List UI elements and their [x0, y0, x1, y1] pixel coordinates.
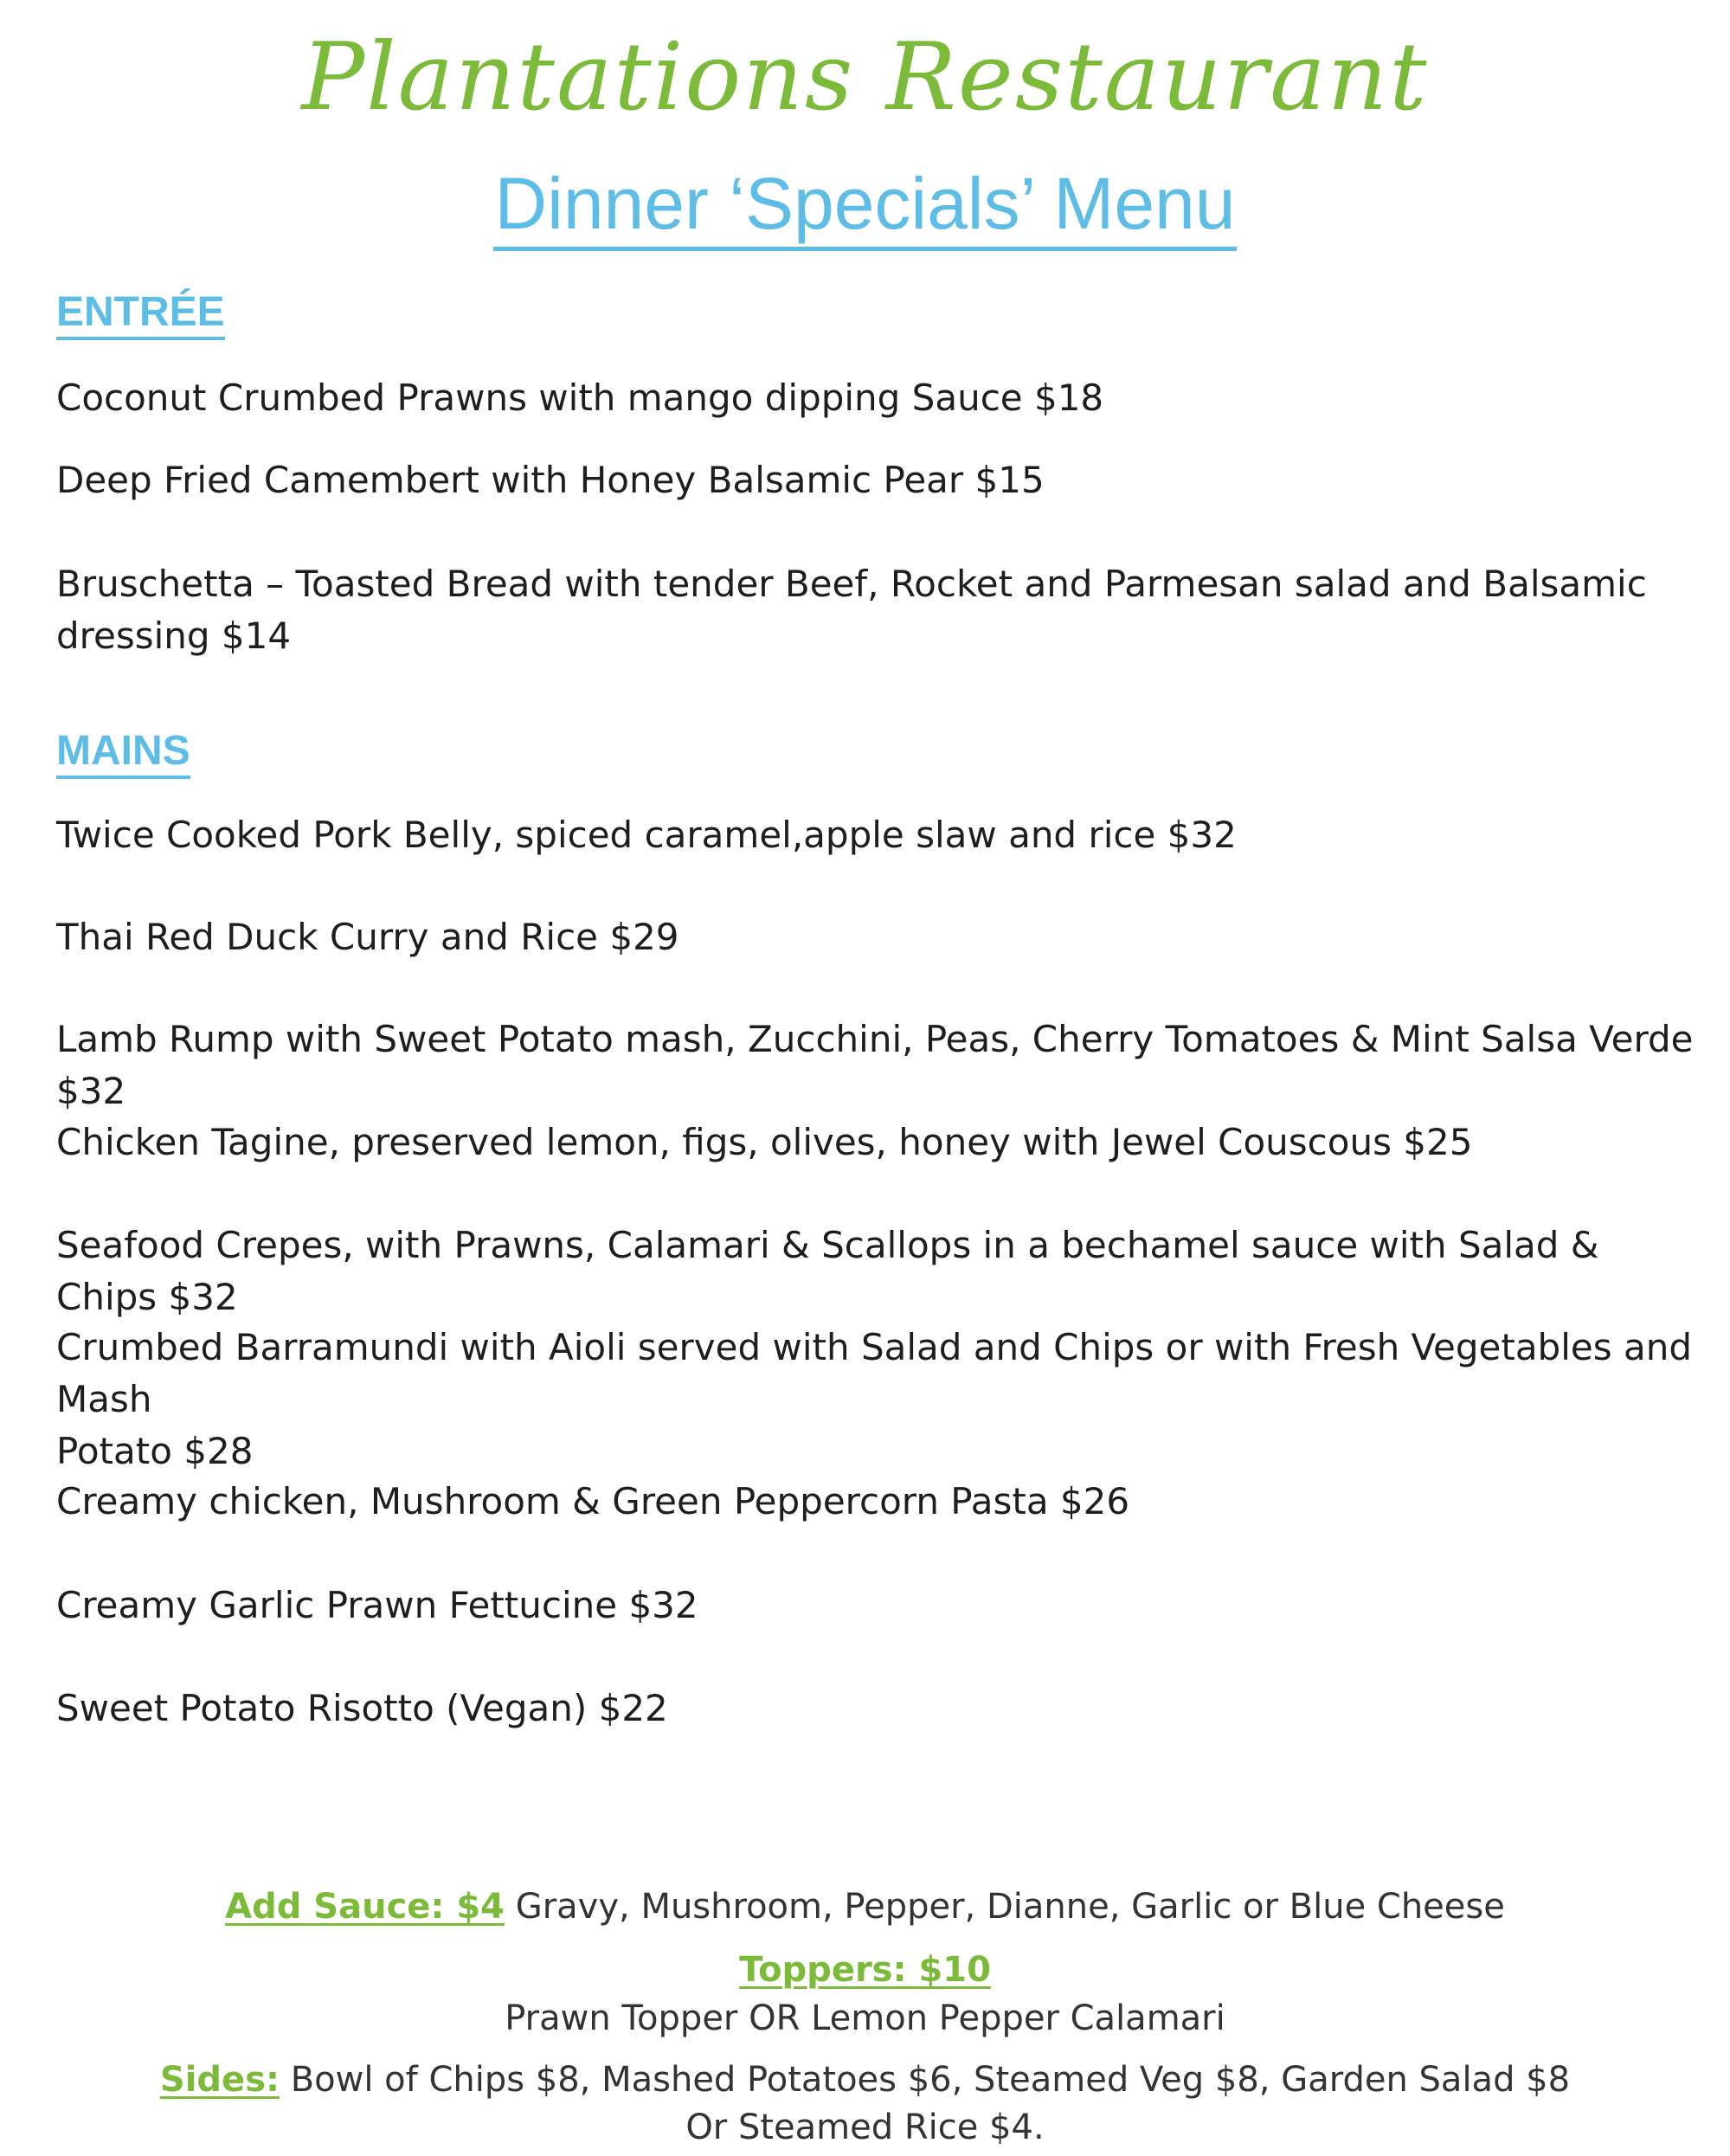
- toppers-label: Toppers: $10: [739, 1950, 991, 1990]
- main-item: Sweet Potato Risotto (Vegan) $22: [56, 1687, 668, 1729]
- toppers-heading-line: [0, 1946, 1730, 1994]
- main-item: Seafood Crepes, with Prawns, Calamari & Scallops in a bechamel sauce with Salad & Chips $32: [56, 1224, 1599, 1318]
- sides-options-continued: Or Steamed Rice $4.: [685, 2108, 1045, 2147]
- sides-line: [0, 2056, 1730, 2104]
- main-item: Lamb Rump with Sweet Potato mash, Zucchini, Peas, Cherry Tomatoes & Mint Salsa Verde $32: [56, 1018, 1694, 1112]
- restaurant-name: Plantations Restaurant: [301, 23, 1429, 132]
- add-sauce-line: [0, 1882, 1730, 1931]
- main-item: Twice Cooked Pork Belly, spiced caramel,apple slaw and rice $32: [56, 814, 1237, 856]
- mains-heading: MAINS: [56, 727, 190, 779]
- main-item: Thai Red Duck Curry and Rice $29: [56, 916, 679, 958]
- entree-item: Deep Fried Camembert with Honey Balsamic Pear $15: [56, 459, 1045, 501]
- toppers-options: Prawn Topper OR Lemon Pepper Calamari: [505, 1998, 1225, 2038]
- main-item: Creamy Garlic Prawn Fettucine $32: [56, 1584, 698, 1626]
- main-item: Crumbed Barramundi with Aioli served with Salad and Chips or with Fresh Vegetables and Mash Potato $28: [56, 1326, 1692, 1472]
- menu-title: Dinner ‘Specials’ Menu: [493, 160, 1238, 251]
- entree-item: Bruschetta – Toasted Bread with tender Beef, Rocket and Parmesan salad and Balsamic dressing $14: [56, 563, 1647, 657]
- main-item: Creamy chicken, Mushroom & Green Peppercorn Pasta $26: [56, 1480, 1130, 1522]
- sides-label: Sides:: [159, 2060, 280, 2100]
- sides-options: Bowl of Chips $8, Mashed Potatoes $6, Steamed Veg $8, Garden Salad $8: [280, 2060, 1571, 2100]
- main-item: Chicken Tagine, preserved lemon, figs, olives, honey with Jewel Couscous $25: [56, 1121, 1473, 1163]
- add-sauce-label: Add Sauce: $4: [225, 1887, 505, 1927]
- add-sauce-options: Gravy, Mushroom, Pepper, Dianne, Garlic or Blue Cheese: [505, 1887, 1505, 1927]
- entree-item: Coconut Crumbed Prawns with mango dipping Sauce $18: [56, 376, 1104, 419]
- entree-heading: ENTRÉE: [56, 288, 225, 340]
- menu-title-wrap: [0, 160, 1730, 251]
